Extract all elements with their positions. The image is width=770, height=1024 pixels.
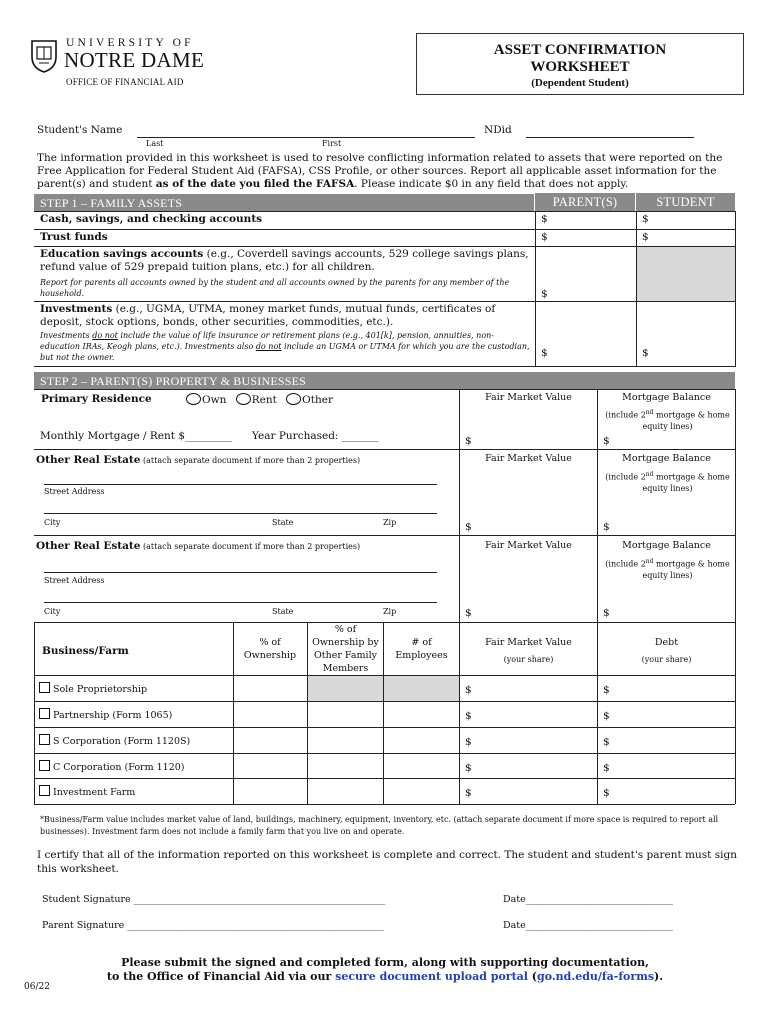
other-re-1-street-caption: Street Address <box>44 487 105 496</box>
intro-end: . Please indicate $0 in any field that does not apply. <box>354 178 629 190</box>
parent-signature-field[interactable]: Parent Signature ______________________________________________________ <box>42 920 384 931</box>
biz-row-sole: Sole Proprietorship <box>39 682 147 695</box>
primary-mortgage-header: Mortgage Balance <box>622 392 711 403</box>
scorp-debt-input[interactable]: $ <box>603 736 610 748</box>
submit-line-2: to the Office of Financial Aid via our secure document upload portal (go.nd.edu/fa-forms). <box>106 970 664 983</box>
inv-title: Investments <box>40 303 113 315</box>
step2-header <box>34 372 735 389</box>
inv-text: (e.g., UGMA, UTMA, money market funds, mutual funds, certificates of deposit, stock options, bonds, other securities, commodities, etc.). <box>40 303 496 328</box>
farm-checkbox[interactable] <box>39 785 50 796</box>
cash-label: Cash, savings, and checking accounts <box>40 213 263 225</box>
logo-office-text: OFFICE OF FINANCIAL AID <box>66 77 184 87</box>
sole-prop-family-disabled <box>308 676 383 701</box>
edu-parent-input[interactable]: $ <box>541 288 548 300</box>
other-re-2-mortgage-header: Mortgage Balance <box>622 540 711 551</box>
primary-mortgage-note: (include 2nd mortgage & home equity lines) <box>605 409 730 431</box>
partnership-checkbox[interactable] <box>39 708 50 719</box>
sole-prop-employees-disabled <box>384 676 459 701</box>
other-re-2-mortgage-input[interactable]: $ <box>603 607 610 619</box>
parent-date-field[interactable]: Date_______________________________ <box>503 920 673 931</box>
fa-forms-link[interactable]: go.nd.edu/fa-forms <box>537 970 655 983</box>
farm-debt-input[interactable]: $ <box>603 787 610 799</box>
primary-fmv-header: Fair Market Value <box>485 392 572 403</box>
col-debt: Debt <box>654 637 679 648</box>
trust-parent-input[interactable]: $ <box>541 231 548 243</box>
investments-note: Investments do not include the value of life insurance or retirement plans (e.g., 401[k], pension, annuities, non-education IRAs, Keogh plans, etc.). Investments also do not include an UGMA or UTMA for which you are the custodian, but not the owner. <box>40 331 530 362</box>
edu-title: Education savings accounts <box>40 248 204 260</box>
own-radio[interactable] <box>186 393 201 405</box>
first-name-caption: First <box>322 139 342 148</box>
student-signature-field[interactable]: Student Signature _____________________________________________________ <box>42 894 386 905</box>
ccorp-debt-input[interactable]: $ <box>603 762 610 774</box>
intro-text: The information provided in this worksheet is used to resolve conflicting information related to assets that were reported on the Free Application for Federal Student Aid (FAFSA), CSS Profile, or other sources. Report all applicable asset information for the parent(s) and student <box>37 152 723 190</box>
partnership-debt-input[interactable]: $ <box>603 710 610 722</box>
other-re-2-city-caption: City <box>44 607 61 616</box>
other-re-2-street-caption: Street Address <box>44 576 105 585</box>
other-radio[interactable] <box>286 393 301 405</box>
step1-col-parent <box>535 193 635 211</box>
intro-paragraph <box>37 152 743 191</box>
inv-student-input[interactable]: $ <box>642 347 649 359</box>
monthly-mortgage-field[interactable]: Monthly Mortgage / Rent $_________ <box>40 430 233 442</box>
ccorp-checkbox[interactable] <box>39 760 50 771</box>
rent-radio[interactable] <box>236 393 251 405</box>
step1-col-student <box>636 193 735 211</box>
other-re-1-city-field[interactable] <box>44 513 437 514</box>
biz-row-farm: Investment Farm <box>39 785 135 798</box>
other-re-1-fmv-header: Fair Market Value <box>485 453 572 464</box>
edu-note: Report for parents all accounts owned by the student and all accounts owned by the parents for any member of the household. <box>40 278 510 298</box>
other-re-2-mortgage-note: (include 2nd mortgage & home equity lines) <box>605 558 730 580</box>
rent-label: Rent <box>251 394 277 406</box>
edu-label <box>40 248 530 274</box>
primary-residence-label: Primary Residence <box>41 393 152 405</box>
col-family-ownership: % of Ownership by Other Family Members <box>312 624 379 674</box>
other-re-2-label: Other Real Estate (attach separate document if more than 2 properties) <box>36 540 361 552</box>
partnership-fmv-input[interactable]: $ <box>465 710 472 722</box>
col-debt-sub: (your share) <box>641 655 692 664</box>
farm-fmv-input[interactable]: $ <box>465 787 472 799</box>
other-re-1-city-caption: City <box>44 518 61 527</box>
biz-row-ccorp: C Corporation (Form 1120) <box>39 760 185 773</box>
inv-parent-input[interactable]: $ <box>541 347 548 359</box>
student-name-field[interactable] <box>137 137 475 138</box>
other-re-1-mortgage-header: Mortgage Balance <box>622 453 711 464</box>
primary-fmv-input[interactable]: $ <box>465 435 472 447</box>
col-employees: # of Employees <box>395 637 448 661</box>
step2-title: STEP 2 – PARENT(S) PROPERTY & BUSINESSES <box>40 374 306 388</box>
sole-checkbox[interactable] <box>39 682 50 693</box>
col-student-label: STUDENT <box>656 195 715 209</box>
biz-row-scorp: S Corporation (Form 1120S) <box>39 734 190 747</box>
ndid-label: NDid <box>484 124 512 136</box>
trust-label: Trust funds <box>40 231 108 243</box>
col-fmv-sub: (your share) <box>503 655 554 664</box>
cash-student-input[interactable]: $ <box>642 213 649 225</box>
ndid-field[interactable] <box>526 137 694 138</box>
col-ownership: % of Ownership <box>243 637 297 661</box>
other-re-1-state-caption: State <box>272 518 294 527</box>
sole-fmv-input[interactable]: $ <box>465 684 472 696</box>
student-name-label: Student's Name <box>37 124 123 136</box>
own-label: Own <box>202 394 227 406</box>
step1-title: STEP 1 – FAMILY ASSETS <box>40 196 183 210</box>
col-fmv: Fair Market Value <box>485 637 572 648</box>
col-parent-label: PARENT(S) <box>552 195 618 209</box>
biz-row-partnership: Partnership (Form 1065) <box>39 708 172 721</box>
last-name-caption: Last <box>146 139 164 148</box>
scorp-checkbox[interactable] <box>39 734 50 745</box>
other-re-2-fmv-header: Fair Market Value <box>485 540 572 551</box>
other-re-1-fmv-input[interactable]: $ <box>465 521 472 533</box>
business-footnote: *Business/Farm value includes market value of land, buildings, machinery, equipment, inventory, etc. (attach separate document if more space is required to report all businesses). Investment farm does not include a family farm that you live on and operate. <box>40 815 719 836</box>
logo-university-text: UNIVERSITY OF <box>66 37 194 49</box>
title-box <box>416 33 744 95</box>
upload-portal-link[interactable]: secure document upload portal <box>335 970 528 983</box>
business-farm-label: Business/Farm <box>42 645 129 657</box>
title-line-2: WORKSHEET <box>530 59 630 75</box>
other-re-1-label: Other Real Estate (attach separate document if more than 2 properties) <box>36 454 361 466</box>
other-re-2-zip-caption: Zip <box>383 607 397 616</box>
other-re-1-mortgage-input[interactable]: $ <box>603 521 610 533</box>
cash-parent-input[interactable]: $ <box>541 213 548 225</box>
sole-debt-input[interactable]: $ <box>603 684 610 696</box>
student-edu-disabled <box>637 247 735 301</box>
year-purchased-field[interactable]: Year Purchased: _______ <box>252 430 379 442</box>
primary-mortgage-input[interactable]: $ <box>603 435 610 447</box>
other-re-1-street-field[interactable] <box>44 484 437 485</box>
other-re-1-mortgage-note: (include 2nd mortgage & home equity lines) <box>605 471 730 493</box>
other-re-2-fmv-input[interactable]: $ <box>465 607 472 619</box>
residence-options <box>186 393 333 406</box>
university-seal-icon <box>30 39 58 73</box>
investments-label <box>40 303 530 329</box>
other-re-1-zip-caption: Zip <box>383 518 397 527</box>
trust-student-input[interactable]: $ <box>642 231 649 243</box>
revision-date: 06/22 <box>24 982 50 992</box>
ccorp-fmv-input[interactable]: $ <box>465 762 472 774</box>
title-subtitle: (Dependent Student) <box>531 77 629 89</box>
submit-line-1: Please submit the signed and completed form, along with supporting documentation, <box>121 956 649 969</box>
intro-bold: as of the date you filed the FAFSA <box>155 178 355 190</box>
other-re-2-street-field[interactable] <box>44 572 437 573</box>
other-label: Other <box>302 394 333 406</box>
step1-header <box>34 194 534 211</box>
logo-notre-dame-text: NOTRE DAME <box>64 48 205 72</box>
other-re-2-state-caption: State <box>272 607 294 616</box>
other-re-2-city-field[interactable] <box>44 602 437 603</box>
student-date-field[interactable]: Date_______________________________ <box>503 894 673 905</box>
university-logo <box>30 37 205 89</box>
scorp-fmv-input[interactable]: $ <box>465 736 472 748</box>
edu-text: (e.g., Coverdell savings accounts, 529 college savings plans, refund value of 529 prepaid tuition plans, etc.) for all children. <box>40 248 529 273</box>
title-line-1: ASSET CONFIRMATION <box>493 42 667 58</box>
certify-statement: I certify that all of the information reported on this worksheet is complete and correct. The student and student's parent must sign this worksheet. <box>37 849 737 875</box>
